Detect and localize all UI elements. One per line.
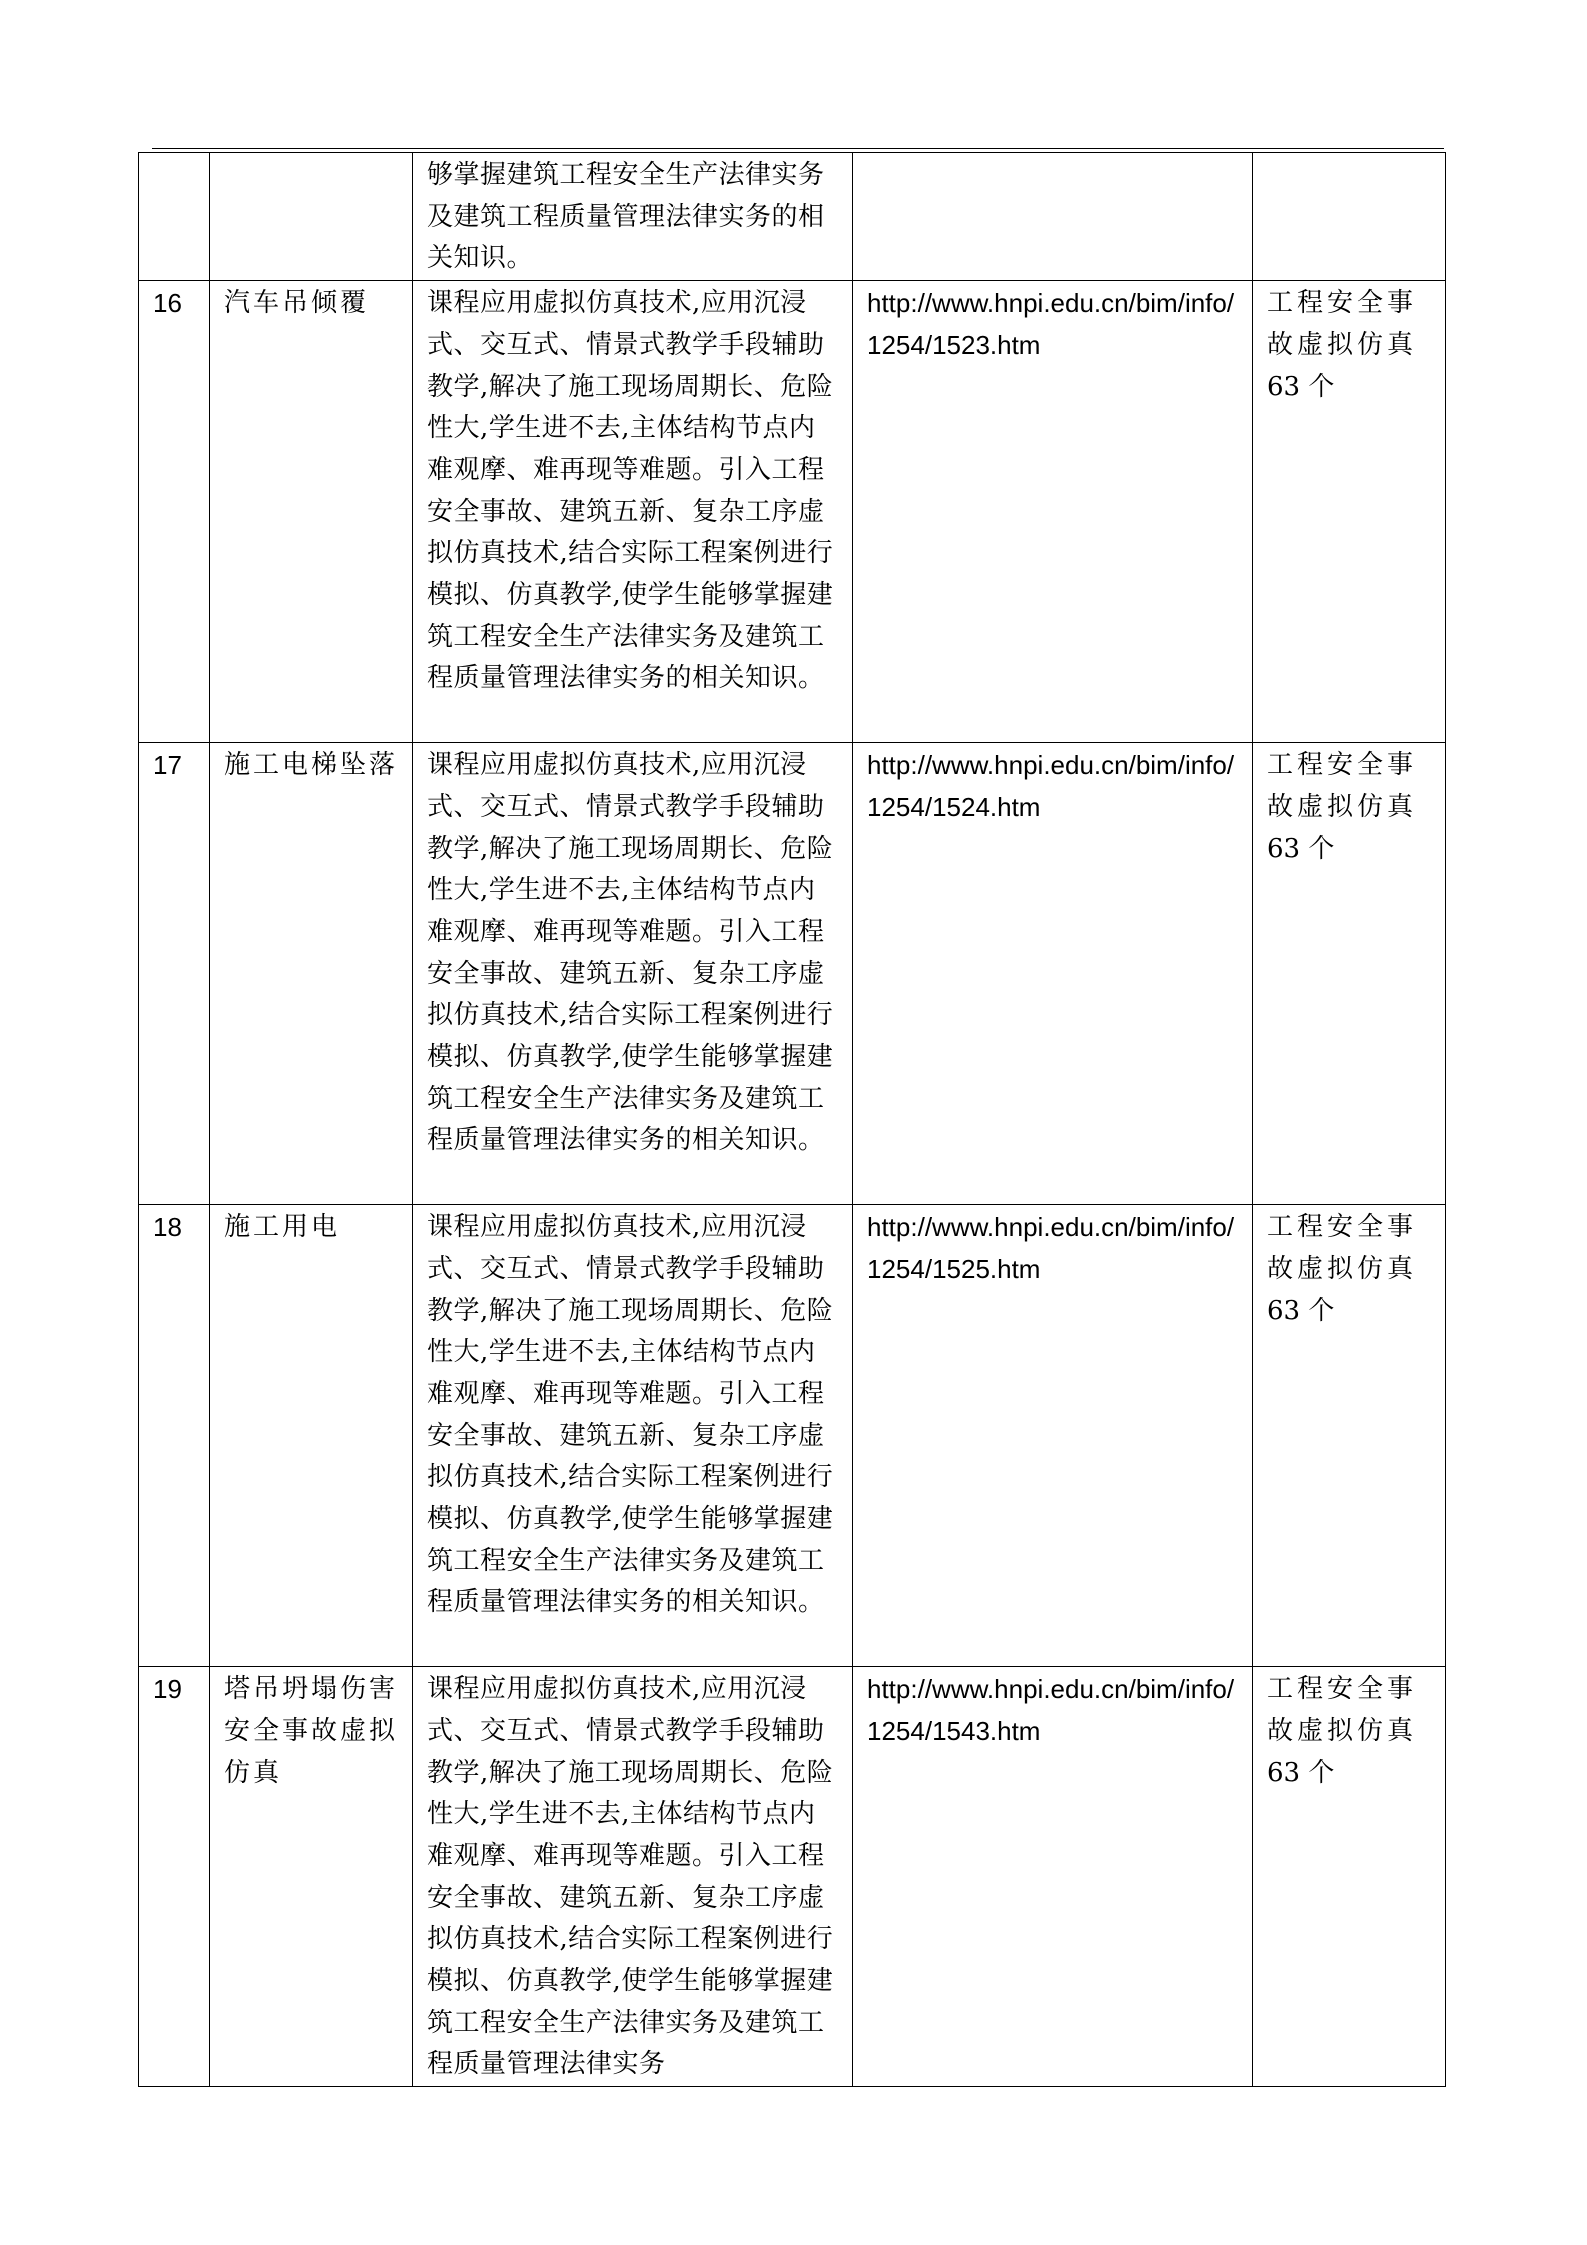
- cell-name: [210, 153, 413, 281]
- course-table: [138, 152, 1446, 2087]
- type-label: 工程安全事故虚拟仿真: [1267, 288, 1418, 360]
- type-count: 63 个: [1267, 1757, 1335, 1788]
- cell-type: [1253, 743, 1446, 1205]
- type-label: 工程安全事故虚拟仿真: [1267, 1212, 1418, 1284]
- cell-url-link[interactable]: http://www.hnpi.edu.cn/bim/info/1254/1524.htm: [853, 743, 1253, 1205]
- cell-number: 17: [139, 743, 210, 1205]
- cell-description: 够掌握建筑工程安全生产法律实务及建筑工程质量管理法律实务的相关知识。: [413, 153, 853, 281]
- type-label: 工程安全事故虚拟仿真: [1267, 750, 1418, 822]
- cell-name: 施工电梯坠落: [210, 743, 413, 1205]
- cell-description: 课程应用虚拟仿真技术,应用沉浸式、交互式、情景式教学手段辅助教学,解决了施工现场周期长、危险性大,学生进不去,主体结构节点内难观摩、难再现等难题。引入工程安全事故、建筑五新、复杂工序虚拟仿真技术,结合实际工程案例进行模拟、仿真教学,使学生能够掌握建筑工程安全生产法律实务及建筑工程质量管理法律实务的相关知识。: [413, 743, 853, 1205]
- table-row: [139, 281, 1446, 743]
- table-row-continued: [139, 153, 1446, 281]
- header-rule: [152, 148, 1444, 149]
- cell-type: [1253, 1667, 1446, 2087]
- type-count: 63 个: [1267, 1295, 1335, 1326]
- cell-url-link[interactable]: http://www.hnpi.edu.cn/bim/info/1254/1525.htm: [853, 1205, 1253, 1667]
- cell-name: 汽车吊倾覆: [210, 281, 413, 743]
- cell-url: [853, 153, 1253, 281]
- cell-description: 课程应用虚拟仿真技术,应用沉浸式、交互式、情景式教学手段辅助教学,解决了施工现场周期长、危险性大,学生进不去,主体结构节点内难观摩、难再现等难题。引入工程安全事故、建筑五新、复杂工序虚拟仿真技术,结合实际工程案例进行模拟、仿真教学,使学生能够掌握建筑工程安全生产法律实务及建筑工程质量管理法律实务的相关知识。: [413, 281, 853, 743]
- cell-number: 16: [139, 281, 210, 743]
- type-count: 63 个: [1267, 833, 1335, 864]
- table-row: [139, 1667, 1446, 2087]
- table-row: [139, 743, 1446, 1205]
- cell-description: 课程应用虚拟仿真技术,应用沉浸式、交互式、情景式教学手段辅助教学,解决了施工现场周期长、危险性大,学生进不去,主体结构节点内难观摩、难再现等难题。引入工程安全事故、建筑五新、复杂工序虚拟仿真技术,结合实际工程案例进行模拟、仿真教学,使学生能够掌握建筑工程安全生产法律实务及建筑工程质量管理法律实务: [413, 1667, 853, 2087]
- type-count: 63 个: [1267, 371, 1335, 402]
- table-row: [139, 1205, 1446, 1667]
- cell-number: [139, 153, 210, 281]
- type-label: 工程安全事故虚拟仿真: [1267, 1674, 1418, 1746]
- cell-url-link[interactable]: http://www.hnpi.edu.cn/bim/info/1254/1523.htm: [853, 281, 1253, 743]
- cell-number: 18: [139, 1205, 210, 1667]
- cell-type: [1253, 153, 1446, 281]
- cell-type: [1253, 281, 1446, 743]
- cell-description: 课程应用虚拟仿真技术,应用沉浸式、交互式、情景式教学手段辅助教学,解决了施工现场周期长、危险性大,学生进不去,主体结构节点内难观摩、难再现等难题。引入工程安全事故、建筑五新、复杂工序虚拟仿真技术,结合实际工程案例进行模拟、仿真教学,使学生能够掌握建筑工程安全生产法律实务及建筑工程质量管理法律实务的相关知识。: [413, 1205, 853, 1667]
- cell-url-link[interactable]: http://www.hnpi.edu.cn/bim/info/1254/1543.htm: [853, 1667, 1253, 2087]
- cell-name: 施工用电: [210, 1205, 413, 1667]
- cell-type: [1253, 1205, 1446, 1667]
- cell-number: 19: [139, 1667, 210, 2087]
- cell-name: 塔吊坍塌伤害安全事故虚拟仿真: [210, 1667, 413, 2087]
